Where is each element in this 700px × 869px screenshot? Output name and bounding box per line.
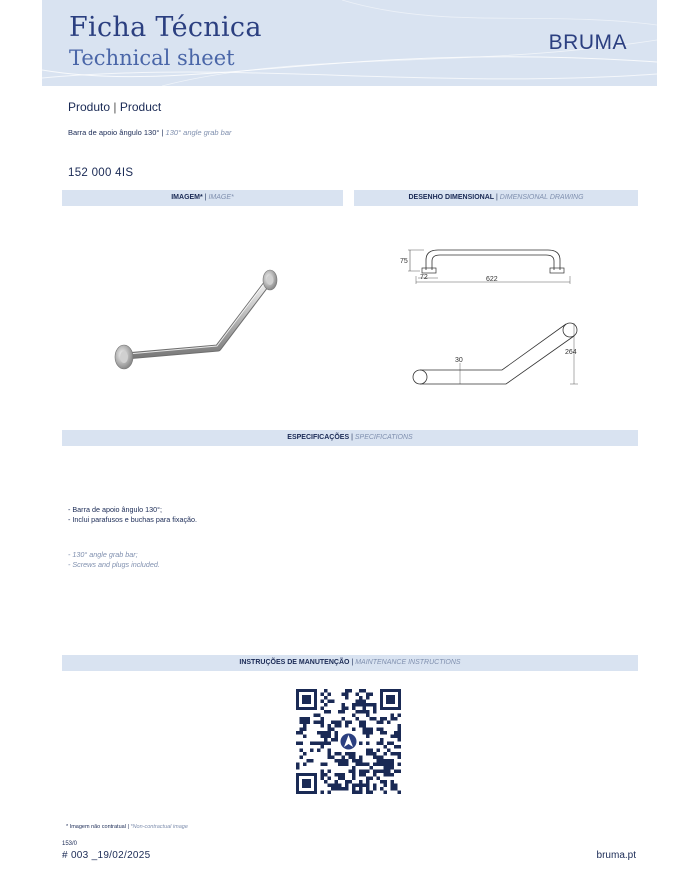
sheet-title-pt: Ficha Técnica xyxy=(69,12,262,43)
separator: | xyxy=(351,659,354,666)
dim-length: 622 xyxy=(486,276,498,283)
image-label-pt: IMAGEM* xyxy=(171,194,203,201)
dim-height-side: 264 xyxy=(565,349,577,356)
maintenance-qr-code[interactable] xyxy=(296,689,401,794)
drawing-label-pt: DESENHO DIMENSIONAL xyxy=(408,194,495,201)
sheet-title-en: Technical sheet xyxy=(69,46,235,70)
product-description xyxy=(68,128,232,137)
spec-item-pt: - Barra de apoio ângulo 130°; xyxy=(68,505,162,514)
product-reference: 152 000 4IS xyxy=(68,167,134,179)
product-desc-pt: Barra de apoio ângulo 130° xyxy=(68,128,160,137)
dim-height-top: 75 xyxy=(400,258,408,265)
footnote-pt: * Imagem não contratual xyxy=(66,824,126,830)
spec-item-en: - Screws and plugs included. xyxy=(68,560,160,569)
header-banner xyxy=(42,0,657,86)
separator: | xyxy=(204,194,207,201)
dim-flange: 72 xyxy=(420,274,428,281)
document-number-date: # 003 _19/02/2025 xyxy=(62,850,151,861)
maintenance-label-en: MAINTENANCE INSTRUCTIONS xyxy=(355,659,461,666)
brand-logo: BRUMA xyxy=(548,31,627,54)
drawing-section-bar xyxy=(354,190,638,206)
document-code: 153/0 xyxy=(62,841,78,847)
product-heading xyxy=(68,100,161,114)
specs-label-pt: ESPECIFICAÇÕES xyxy=(287,434,350,441)
product-desc-en: 130° angle grab bar xyxy=(165,128,232,137)
specs-list-pt xyxy=(68,505,197,525)
spec-item-en: - 130° angle grab bar; xyxy=(68,550,138,559)
image-section-bar xyxy=(62,190,343,206)
separator: | xyxy=(495,194,498,201)
product-image xyxy=(100,260,300,380)
drawing-label-en: DIMENSIONAL DRAWING xyxy=(499,194,584,201)
separator: | xyxy=(161,128,164,137)
dim-diameter: 30 xyxy=(455,357,463,364)
footnote-en: *Non-contractual image xyxy=(130,824,188,830)
image-label-en: IMAGE* xyxy=(208,194,234,201)
footnote xyxy=(66,824,188,830)
maintenance-section-bar xyxy=(62,655,638,671)
specs-section-bar xyxy=(62,430,638,446)
maintenance-label-pt: INSTRUÇÕES DE MANUTENÇÃO xyxy=(239,659,350,666)
product-heading-pt: Produto xyxy=(68,100,111,114)
dimensional-drawing xyxy=(398,238,588,398)
specs-label-en: SPECIFICATIONS xyxy=(354,434,413,441)
specs-list-en xyxy=(68,550,160,570)
separator: | xyxy=(351,434,353,441)
website-link[interactable]: bruma.pt xyxy=(596,850,636,861)
separator: | xyxy=(127,824,129,830)
spec-item-pt: - Inclui parafusos e buchas para fixação. xyxy=(68,515,198,524)
separator: | xyxy=(113,100,117,114)
product-heading-en: Product xyxy=(119,100,162,114)
